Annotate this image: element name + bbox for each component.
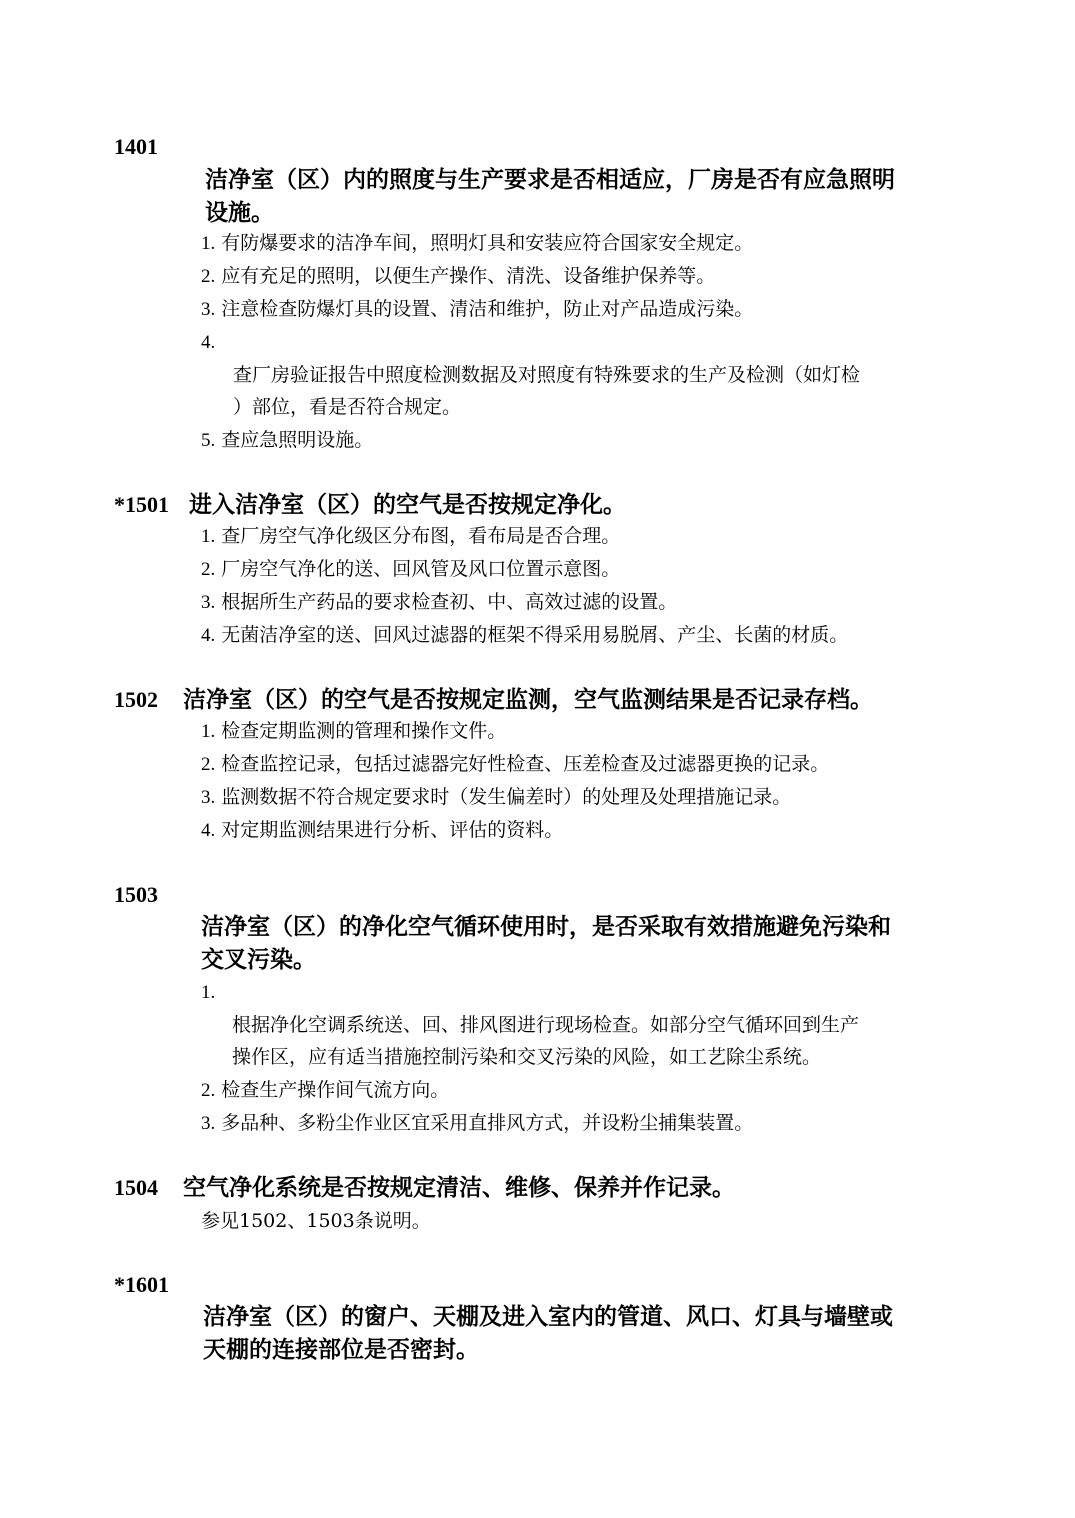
section-code-1501: *1501 xyxy=(114,492,169,517)
list-item: 2. 检查监控记录，包括过滤器完好性检查、压差检查及过滤器更换的记录。 xyxy=(201,753,830,775)
list-item: 3. 监测数据不符合规定要求时（发生偏差时）的处理及处理措施记录。 xyxy=(201,786,792,808)
list-item: 1. 检查定期监测的管理和操作文件。 xyxy=(201,720,507,742)
list-item-text: ）部位，看是否符合规定。 xyxy=(233,396,462,418)
list-item-text: 查厂房验证报告中照度检测数据及对照度有特殊要求的生产及检测（如灯检 xyxy=(233,364,861,386)
section-title-1601-line-2: 天棚的连接部位是否密封。 xyxy=(203,1336,479,1363)
list-item: 3. 注意检查防爆灯具的设置、清洁和维护，防止对产品造成污染。 xyxy=(201,298,754,320)
list-item: 1. 查厂房空气净化级区分布图，看布局是否合理。 xyxy=(201,525,621,547)
list-item: 2. 应有充足的照明，以便生产操作、清洗、设备维护保养等。 xyxy=(201,265,716,287)
section-code-1502: 1502 xyxy=(114,687,158,712)
section-code-1503: 1503 xyxy=(114,882,158,907)
list-item: 3. 多品种、多粉尘作业区宜采用直排风方式，并设粉尘捕集装置。 xyxy=(201,1112,754,1134)
section-title-1601-line-1: 洁净室（区）的窗户、天棚及进入室内的管道、风口、灯具与墙壁或 xyxy=(203,1303,893,1330)
list-item-text: 根据净化空调系统送、回、排风图进行现场检查。如部分空气循环回到生产 xyxy=(232,1014,860,1036)
section-title-1504: 空气净化系统是否按规定清洁、维修、保养并作记录。 xyxy=(183,1174,735,1201)
section-title-1401-line-2: 设施。 xyxy=(205,199,274,226)
section-note-1504: 参见1502、1503条说明。 xyxy=(201,1210,431,1232)
list-item: 2. 厂房空气净化的送、回风管及风口位置示意图。 xyxy=(201,558,621,580)
list-item: 4. 无菌洁净室的送、回风过滤器的框架不得采用易脱屑、产尘、长菌的材质。 xyxy=(201,624,849,646)
list-item-number: 4. xyxy=(201,332,216,353)
section-code-1504: 1504 xyxy=(114,1175,158,1200)
list-item: 3. 根据所生产药品的要求检查初、中、高效过滤的设置。 xyxy=(201,591,678,613)
section-code-1401: 1401 xyxy=(114,134,158,159)
section-title-1502: 洁净室（区）的空气是否按规定监测，空气监测结果是否记录存档。 xyxy=(183,686,873,713)
list-item-text: 操作区，应有适当措施控制污染和交叉污染的风险，如工艺除尘系统。 xyxy=(232,1046,822,1068)
list-item: 2. 检查生产操作间气流方向。 xyxy=(201,1079,450,1101)
section-title-1401-line-1: 洁净室（区）内的照度与生产要求是否相适应，厂房是否有应急照明 xyxy=(205,166,895,193)
section-title-1501: 进入洁净室（区）的空气是否按规定净化。 xyxy=(189,491,626,518)
list-item-number: 1. xyxy=(201,982,216,1003)
section-code-1601: *1601 xyxy=(114,1272,169,1297)
section-title-1503-line-1: 洁净室（区）的净化空气循环使用时，是否采取有效措施避免污染和 xyxy=(201,913,891,940)
section-title-1503-line-2: 交叉污染。 xyxy=(201,946,316,973)
list-item: 5. 查应急照明设施。 xyxy=(201,429,374,451)
list-item: 4. 对定期监测结果进行分析、评估的资料。 xyxy=(201,819,564,841)
list-item: 1. 有防爆要求的洁净车间，照明灯具和安装应符合国家安全规定。 xyxy=(201,232,754,254)
